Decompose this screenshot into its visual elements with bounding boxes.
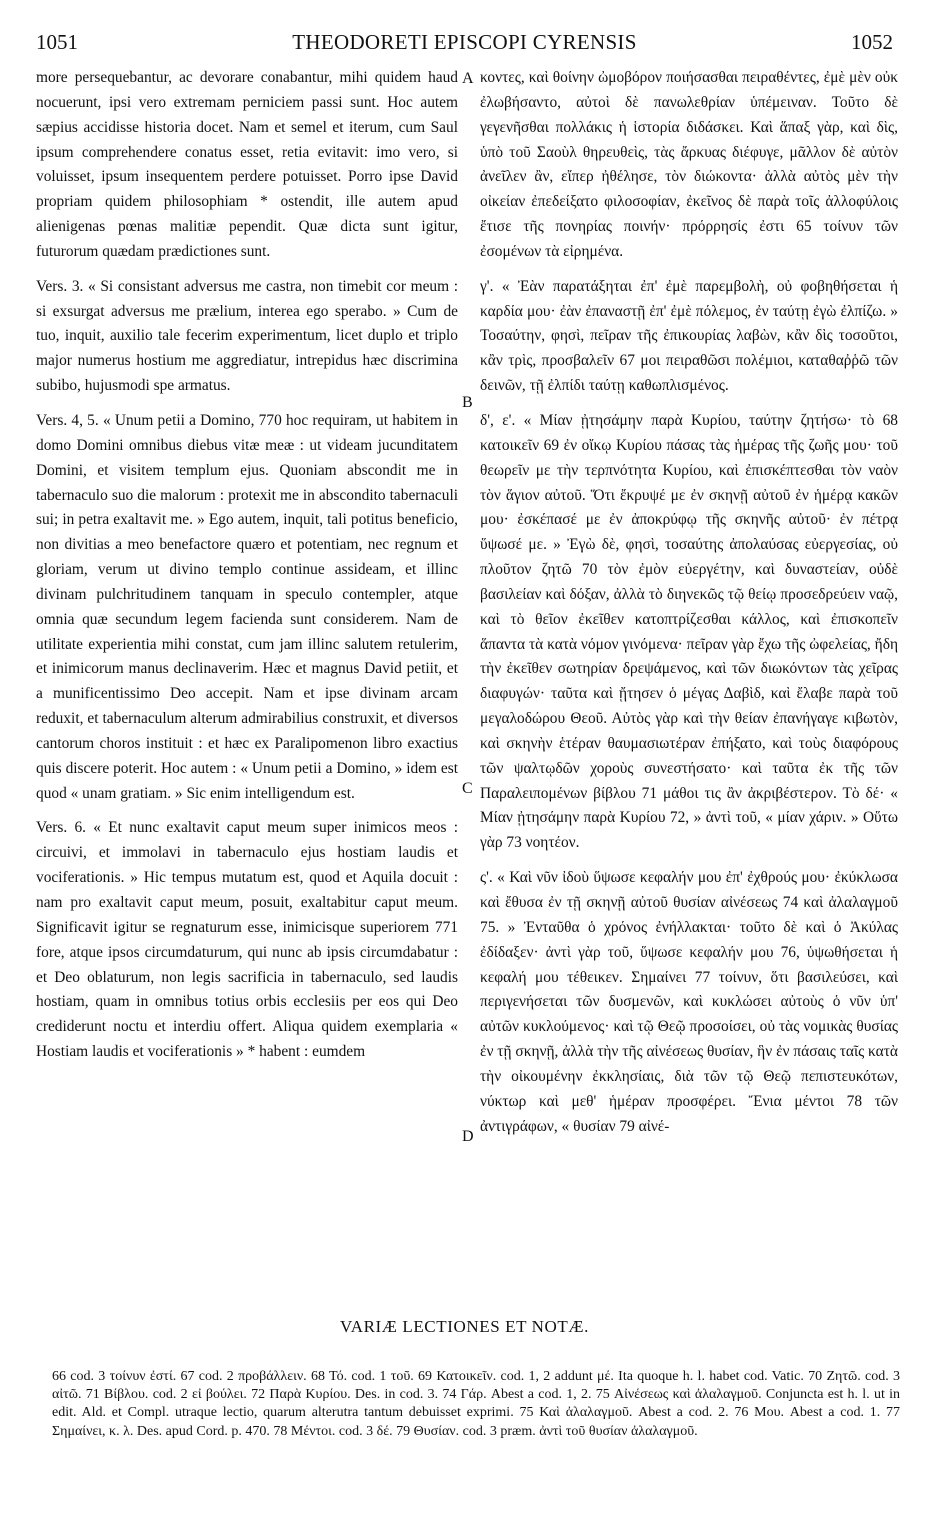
left-page-number: 1051	[36, 30, 78, 54]
latin-paragraph-intro: more persequebantur, ac devorare conabantur, mihi quidem haud nocuerunt, ipsi vero extremam perniciem passi sunt. Hoc autem sæpius accidisse historia docet. Nam et semel et iterum, cum Saul ipsum comprehendere conatus esset, retia evitavit: imo vero, si voluisset, ipsum insequentem perdere potuisset. Porro ipse David propriam quidem philosophiam * ostendit, ille autem apud alienigenas pœnas malitiæ pependit. Quæ dicta sunt igitur, futurorum quædam prædictiones sunt.	[36, 69, 458, 260]
greek-paragraph-verse-3: γ'. « Ἐὰν παρατάξηται ἐπ' ἐμὲ παρεμβολὴ, οὐ φοβηθήσεται ἡ καρδία μου· ἐὰν ἐπαναστῇ ἐπ' ἐμὲ πόλεμος, ἐν ταύτῃ ἐγὼ ἐλπίζω. » Τοσαύτην, φησὶ, πεῖραν τῆς ἐπικουρίας λαβὼν, κἂν δὶς τοσοῦτοι, κἂν τρὶς, προσβαλεῖν 67 μοι πειραθῶσι πολέμιοι, καταθαῤῥῶ τῶν δεινῶν, τῇ ἐλπίδι ταύτῃ καθωπλισμένος.	[480, 277, 898, 395]
section-marker-d: D	[462, 1128, 474, 1145]
section-marker-b: B	[462, 394, 473, 411]
page-header	[36, 30, 893, 60]
section-marker-c: C	[462, 780, 473, 797]
latin-paragraph-vers-4-5: Vers. 4, 5. « Unum petii a Domino, 770 hoc requiram, ut habitem in domo Domini omnibus diebus vitæ meæ : ut videam jucunditatem Domini, et visitem templum ejus. Quoniam abscondit me in tabernaculo suo die malorum : protexit me in abscondito tabernaculi sui; in petra exaltavit me. » Ego autem, inquit, tali potitus beneficio, non divitias a meo benefactore quæro et potentiam, nec regnum et gloriam, verum ut divino templo continue assideam, et illinc divinam pulchritudinem tanquam in speculo contempler, atque omnia quæ secundum legem facienda sunt considerem. Nam de utilitate experientia mihi constat, cum jam illinc salutem retulerim, et inimicorum manus declinaverim. Hæc et magnus David petiit, et a munificentissimo Deo accepit. Nam et ipse divinam arcam reduxit, et tabernaculum alterum admirabilius construxit, et diversos cantorum choros instituit : et hæc ex Paralipomenon libro exactius quis discere poterit. Hoc autem : « Unum petii a Domino, » idem est quod « unam gratiam. » Sic enim intelligendum est.	[36, 411, 458, 802]
notes-heading: VARIÆ LECTIONES ET NOTÆ.	[340, 1317, 589, 1336]
variant-readings-notes: 66 cod. 3 τοίνυν ἐστί. 67 cod. 2 προβάλλειν. 68 Τό. cod. 1 τοῦ. 69 Κατοικεῖν. cod. 1, 2 addunt μέ. Ita quoque h. l. habet cod. Vatic. 70 Ζητῶ. cod. 3 αἰτῶ. 71 Βίβλου. cod. 2 εἰ βούλει. 72 Παρὰ Κυρίου. Des. in cod. 3. 74 Γάρ. Abest a cod. 1, 2. 75 Αἰνέσεως καὶ ἀλαλαγμοῦ. Conjuncta est h. l. ut in edit. Ald. et Compl. utraque lectio, quarum alterutra tantum debuisset exprimi. 75 Καὶ ἀλαλαγμοῦ. Abest a cod. 2. 76 Μου. Abest a cod. 1. 77 Σημαίνει, κ. λ. Des. apud Cord. p. 470. 78 Μέντοι. cod. 3 δέ. 79 Θυσίαν. cod. 3 præm. ἀντὶ τοῦ θυσίαν ἀλαλαγμοῦ.	[52, 1369, 900, 1439]
latin-paragraph-vers-6: Vers. 6. « Et nunc exaltavit caput meum super inimicos meos : circuivi, et immolavi in tabernaculo ejus hostiam laudis et vociferationis. » Hic tempus mutatum est, quod et Aquila docuit : nam pro exaltavit caput meum, posuit, exaltabitur caput meum. Significavit igitur se regnaturum esse, inimicisque superiorem 771 fore, atque ipsos circumdaturum, qui nunc ab ipsis circumdabatur : et Deo oblaturum, non legis sacrificia in tabernaculo, sed laudis hostiam, quam in omnibus totius orbis ecclesiis per eos qui Deo crediderunt noctu et interdiu offert. Aliqua quidem exemplaria « Hostiam laudis et vociferationis » * habent : eumdem	[36, 819, 458, 1061]
latin-column	[36, 66, 458, 1065]
latin-paragraph-vers-3: Vers. 3. « Si consistant adversus me castra, non timebit cor meum : si exsurgat adversus me prælium, interea ego sperabo. » Cum de tuo, inquit, auxilio tale fecerim experimentum, licet duplo et triplo major numerus hostium me aggrediatur, intrepidus hæc discrimina subibo, hujusmodi spe armatus.	[36, 277, 458, 395]
section-marker-a: A	[462, 70, 474, 87]
greek-paragraph-intro: κοντες, καὶ θοίνην ὠμοβόρον ποιήσασθαι πειραθέντες, ἐμὲ μὲν οὐκ ἐλωβήσαντο, αὐτοὶ δὲ πανωλεθρίαν ὑπέμειναν. Τοῦτο δὲ γεγενῆσθαι πολλάκις ἡ ἱστορία διδάσκει. Καὶ ἅπαξ γὰρ, καὶ δὶς, ὑπὸ τοῦ Σαοὺλ θηρευθεὶς, τὰς ἄρκυας διέφυγε, μᾶλλον δὲ αὐτὸν ἀνεῖλεν ἂν, εἴπερ ἠθέλησε, τὸν διώκοντα· ἀλλὰ αὐτὸς μὲν τὴν οἰκείαν ἐπεδείξατο φιλοσοφίαν, ἐκεῖνος δὲ παρὰ τοῖς ἀλλοφύλοις ἔτισε τῆς πονηρίας ποινήν· πρόρρησίς ἐστι 65 τοίνυν τῶν ἐσομένων τὰ εἰρημένα.	[480, 69, 898, 260]
running-title: THEODORETI EPISCOPI CYRENSIS	[292, 30, 637, 54]
greek-paragraph-verse-4-5: δ', ε'. « Μίαν ᾐτησάμην παρὰ Κυρίου, ταύτην ζητήσω· τὸ 68 κατοικεῖν 69 ἐν οἴκῳ Κυρίου πάσας τὰς ἡμέρας τῆς ζωῆς μου· τοῦ θεωρεῖν με τὴν τερπνότητα Κυρίου, καὶ ἐπισκέπτεσθαι τὸν ναὸν τὸν ἅγιον αὐτοῦ. Ὅτι ἔκρυψέ με ἐν σκηνῇ αὐτοῦ ἐν ἡμέρᾳ κακῶν μου· ἐσκέπασέ με ἐν ἀποκρύφῳ τῆς σκηνῆς αὐτοῦ· ἐν πέτρᾳ ὕψωσέ με. » Ἐγὼ δὲ, φησὶ, τοσαύτης ἀπολαύσας εὐεργεσίας, οὐ πλοῦτον ζητῶ 70 τὸν ἐμὸν εὐεργέτην, καὶ δυναστείαν, οὐδὲ βασιλείαν καὶ δόξαν, ἀλλὰ τὸ διηνεκῶς τῷ θείῳ προσεδρεύειν ναῷ, καὶ τὸ θεῖον ἐκεῖθεν κατοπτρίζεσθαι κάλλος, καὶ ἐπισκοπεῖν ἅπαντα τὰ κατὰ νόμον γινόμενα· πεῖραν γὰρ ἔχω τῆς ὠφελείας, ἤδη τὴν ἐκεῖθεν σωτηρίαν δρεψάμενος, καὶ τῶν διωκόντων τὰς χεῖρας διαφυγών· ταῦτα καὶ ᾔτησεν ὁ μέγας Δαβὶδ, καὶ ἔλαβε παρὰ τοῦ μεγαλοδώρου Θεοῦ. Αὐτὸς γὰρ καὶ τὴν θείαν ἐπανήγαγε κιβωτὸν, καὶ σκηνὴν ἑτέραν θαυμασιωτέραν ἐπήξατο, καὶ τοὺς διαφόρους τῶν ψαλτῳδῶν χοροὺς συνεστήσατο· καὶ ταῦτα ἐκ τῆς τῶν Παραλειπομένων βίβλου 71 μάθοι τις ἂν ἀκριβέστερον. Τὸ δέ· « Μίαν ᾐτησάμην παρὰ Κυρίου 72, » ἀντὶ τοῦ, « μίαν χάριν. » Οὕτω γὰρ 73 νοητέον.	[480, 411, 898, 852]
greek-paragraph-verse-6: ς'. « Καὶ νῦν ἰδοὺ ὕψωσε κεφαλήν μου ἐπ' ἐχθρούς μου· ἐκύκλωσα καὶ ἔθυσα ἐν τῇ σκηνῇ αὐτοῦ θυσίαν αἰνέσεως 74 καὶ ἀλαλαγμοῦ 75. » Ἐνταῦθα ὁ χρόνος ἐνήλλακται· τοῦτο δὲ καὶ ὁ Ἀκύλας ἐδίδαξεν· ἀντὶ γὰρ τοῦ, ὕψωσε κεφαλήν μου 76, ὑψωθήσεται ἡ κεφαλή μου τέθεικεν. Σημαίνει 77 τοίνυν, ὅτι βασιλεύσει, καὶ περιγενήσεται τῶν δυσμενῶν, καὶ κυκλώσει αὐτοὺς ὁ νῦν ὑπ' αὐτῶν κυκλούμενος· καὶ τῷ Θεῷ προσοίσει, οὐ τὰς νομικὰς θυσίας ἐν τῇ σκηνῇ, ἀλλὰ τὴν τῆς αἰνέσεως θυσίαν, ἣν ἐν πάσαις ταῖς κατὰ τὴν οἰκουμένην ἐκκλησίαις, διὰ τῶν τῷ Θεῷ πεπιστευκότων, νύκτωρ καὶ μεθ' ἡμέραν προσφέρει. Ἔνια μέντοι 78 τῶν ἀντιγράφων, « θυσίαν 79 αἰνέ-	[480, 869, 898, 1135]
greek-column	[480, 66, 898, 1139]
right-page-number: 1052	[851, 30, 893, 54]
